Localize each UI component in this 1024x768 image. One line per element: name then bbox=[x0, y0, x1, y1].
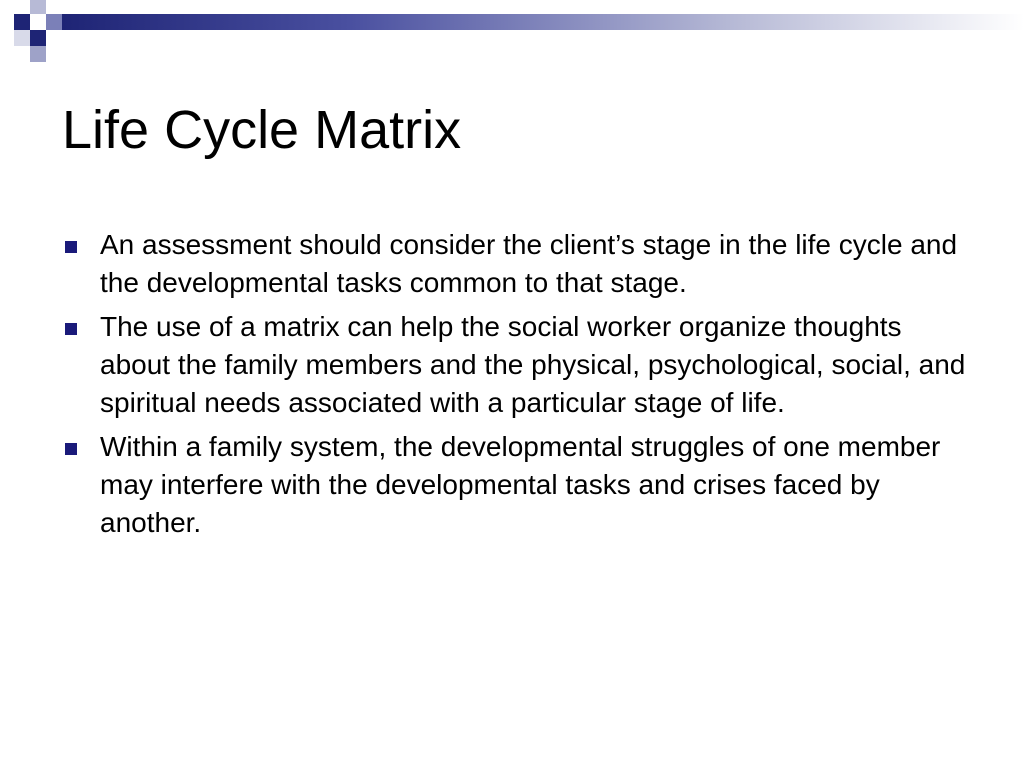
bullet-text: Within a family system, the developmental struggles of one member may interfere with the developmental tasks and crises faced by another. bbox=[100, 431, 941, 538]
decor-square-icon bbox=[14, 14, 30, 30]
decor-square-icon bbox=[30, 46, 46, 62]
bullet-item bbox=[62, 428, 972, 542]
decor-square-icon bbox=[30, 30, 46, 46]
square-bullet-icon bbox=[65, 323, 77, 335]
bullet-text: The use of a matrix can help the social worker organize thoughts about the family members and the physical, psychological, social, and spiritual needs associated with a particular stage of life. bbox=[100, 311, 966, 418]
bullet-item bbox=[62, 226, 972, 302]
square-bullet-icon bbox=[65, 241, 77, 253]
header-decoration bbox=[0, 0, 1024, 70]
bullet-item bbox=[62, 308, 972, 422]
decor-square-icon bbox=[46, 14, 62, 30]
decor-square-icon bbox=[30, 0, 46, 14]
header-gradient-bar bbox=[62, 14, 1024, 30]
bullet-list bbox=[62, 226, 972, 548]
slide-title: Life Cycle Matrix bbox=[62, 100, 462, 160]
square-bullet-icon bbox=[65, 443, 77, 455]
decor-square-icon bbox=[14, 30, 30, 46]
bullet-text: An assessment should consider the client’s stage in the life cycle and the developmental tasks common to that stage. bbox=[100, 229, 958, 298]
